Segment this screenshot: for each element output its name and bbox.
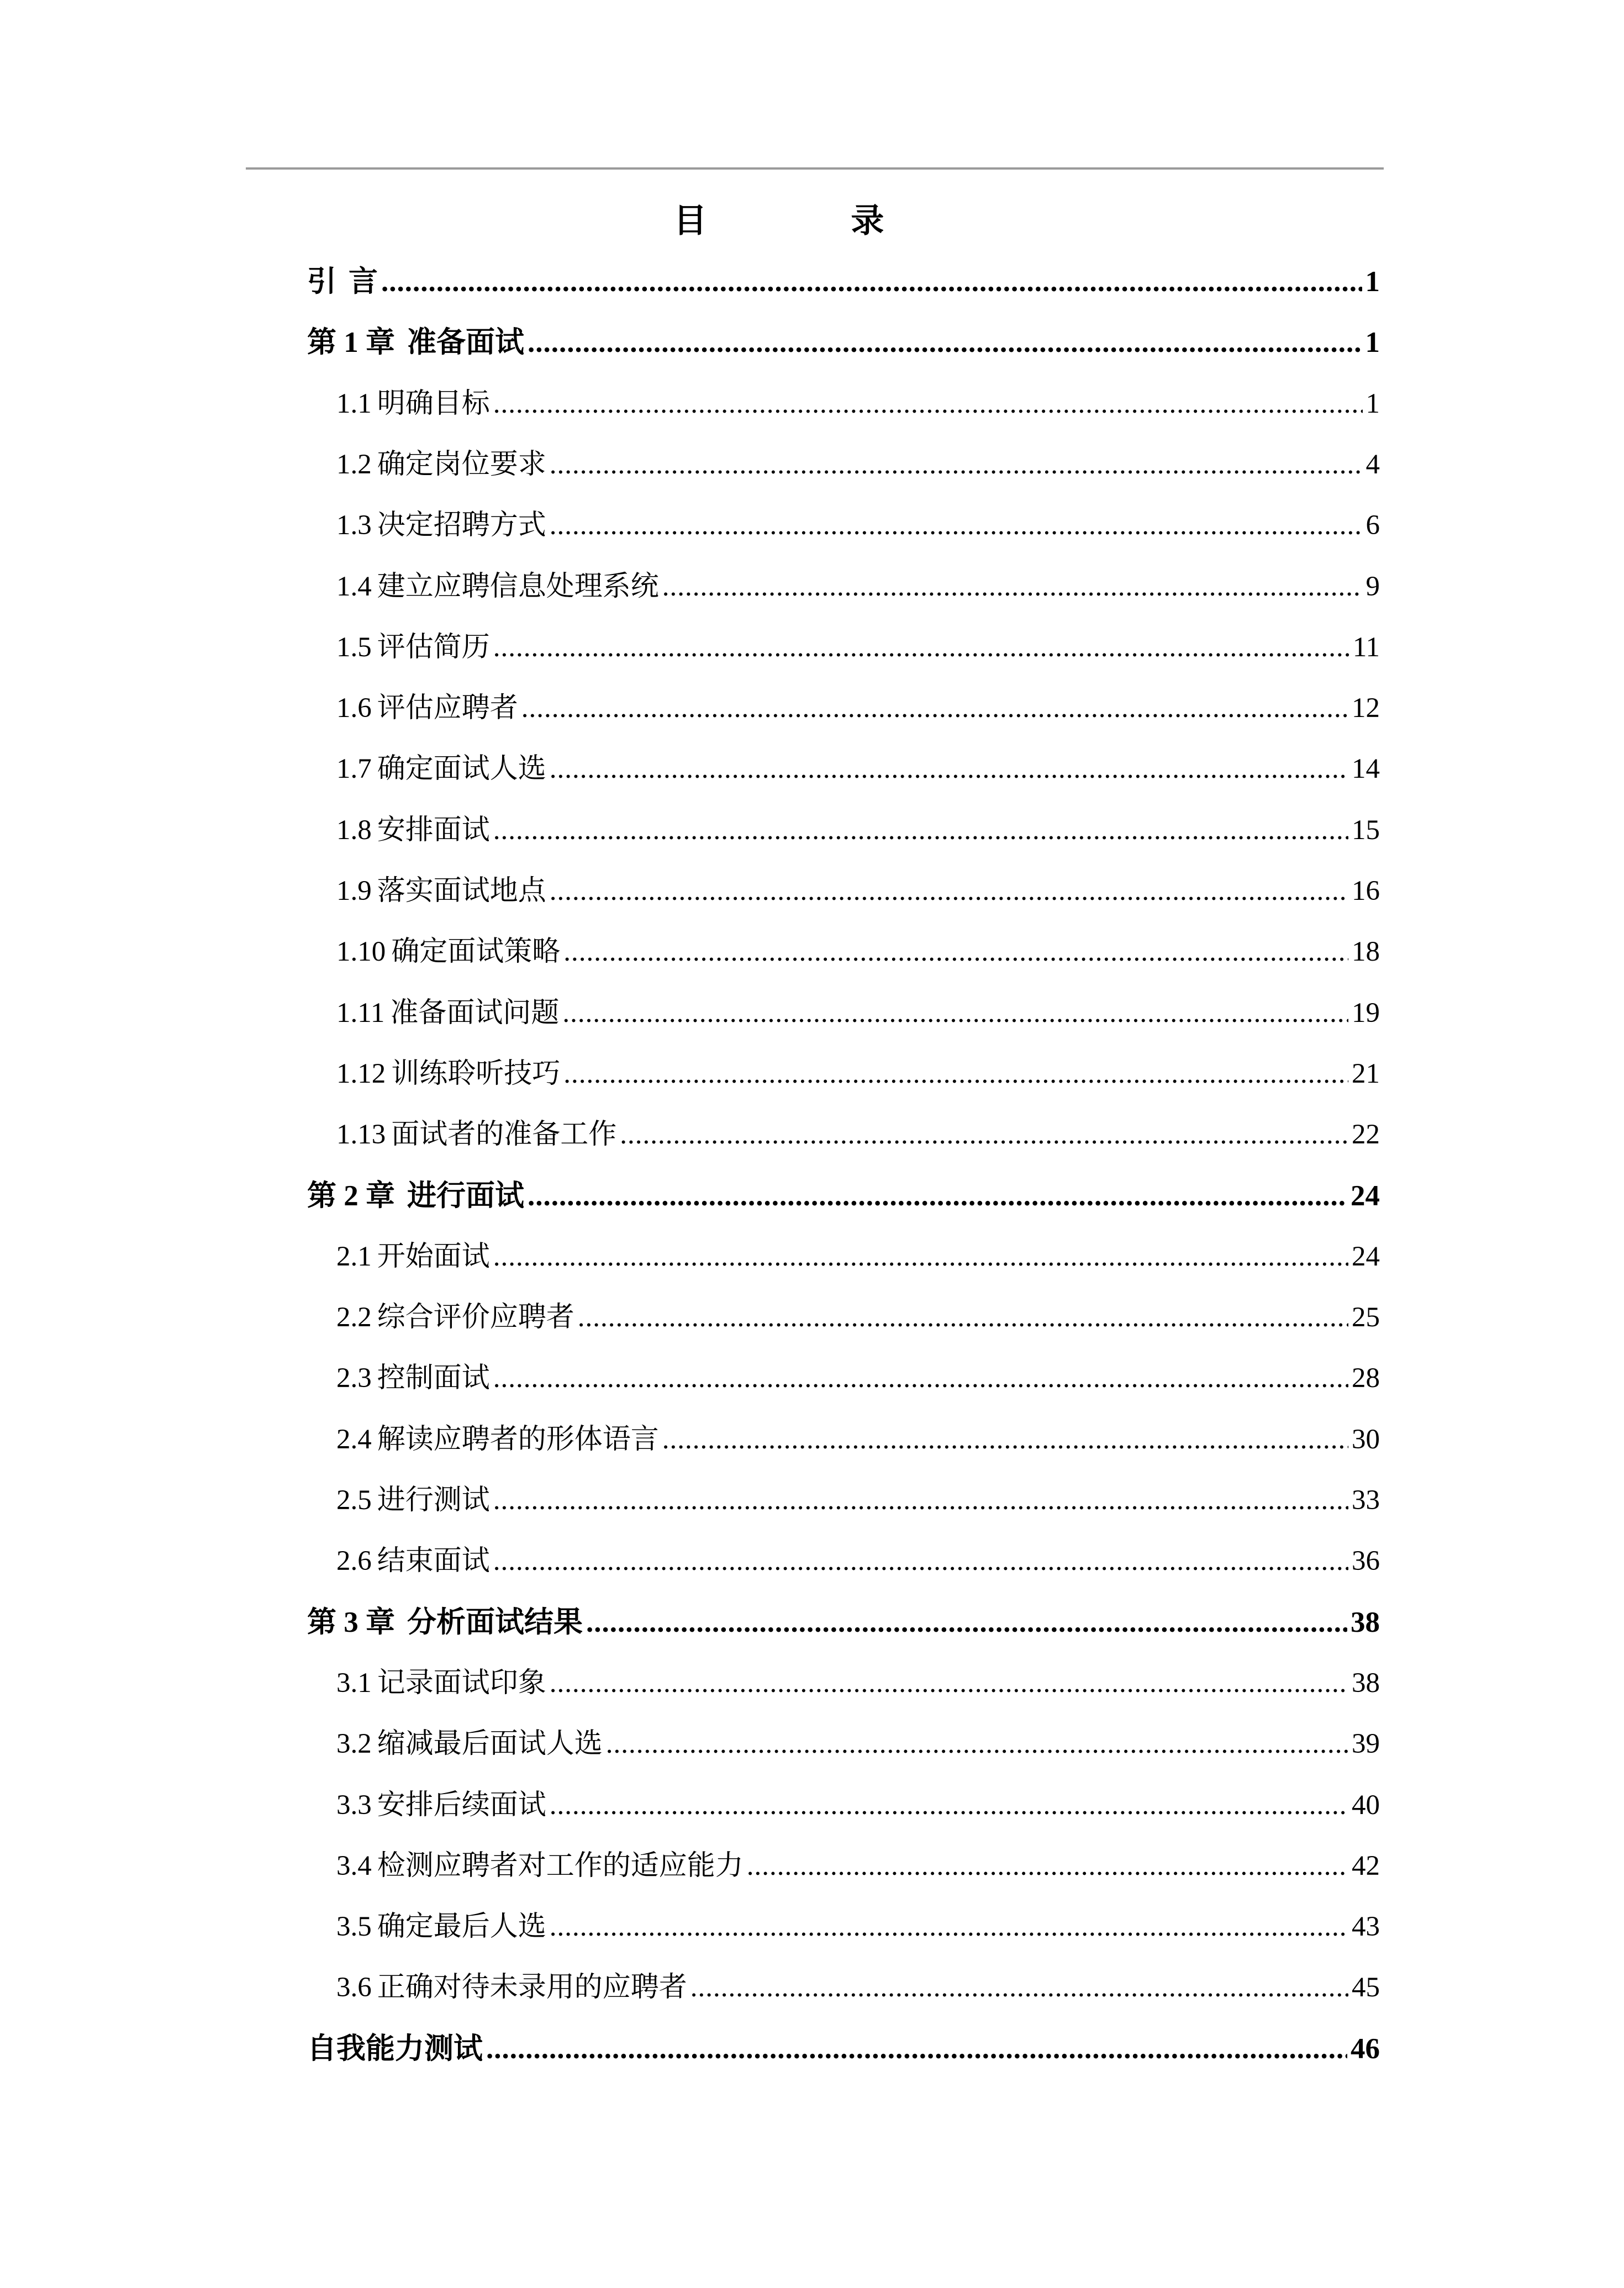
toc-entry-number: 2.3 <box>336 1363 372 1394</box>
toc-page-number: 38 <box>1352 1667 1380 1699</box>
toc-dot-leader <box>550 442 1363 487</box>
toc-dot-leader <box>578 1295 1348 1340</box>
toc-entry-label: 面试者的准备工作 <box>391 1118 617 1151</box>
toc-entry-label: 分析面试结果 <box>407 1605 583 1639</box>
toc-entry-label: 解读应聘者的形体语言 <box>377 1422 659 1456</box>
toc-page-number: 16 <box>1352 876 1380 906</box>
toc-entry-number: 1.5 <box>336 631 372 663</box>
toc-entry-number: 2.4 <box>336 1424 372 1455</box>
toc-section-entry[interactable] <box>336 808 1380 852</box>
toc-section-entry[interactable] <box>336 1722 1380 1766</box>
toc-dot-leader <box>493 625 1349 669</box>
toc-entry-number: 3.3 <box>336 1789 372 1821</box>
toc-chapter-entry[interactable] <box>307 1174 1380 1218</box>
toc-entry-number: 3.4 <box>336 1850 372 1881</box>
toc-entry-label: 安排后续面试 <box>377 1788 546 1821</box>
toc-entry-number: 1.1 <box>336 388 372 419</box>
toc-page-number: 30 <box>1352 1424 1380 1455</box>
toc-entry-number: 1.8 <box>336 814 372 846</box>
toc-dot-leader <box>550 869 1348 913</box>
toc-entry-number: 1.4 <box>336 571 372 602</box>
toc-entry-number: 1.13 <box>336 1119 386 1151</box>
toc-entry-number: 1.9 <box>336 876 372 906</box>
toc-entry-label: 记录面试印象 <box>377 1666 546 1699</box>
toc-page-number: 1 <box>1365 326 1380 359</box>
toc-entry-number: 2.1 <box>336 1241 372 1272</box>
toc-chapter-entry[interactable] <box>307 1600 1380 1644</box>
toc-dot-leader <box>528 1174 1347 1218</box>
toc-dot-leader <box>381 260 1362 304</box>
toc-entry-label: 建立应聘信息处理系统 <box>377 570 659 603</box>
toc-entry-number: 1.2 <box>336 449 372 480</box>
toc-entry-number: 第 1 章 <box>307 326 395 359</box>
toc-entry-number: 第 2 章 <box>307 1179 395 1212</box>
toc-section-entry[interactable] <box>336 930 1380 974</box>
toc-entry-number: 3.2 <box>336 1728 372 1760</box>
toc-page-number: 40 <box>1352 1789 1380 1821</box>
toc-page-number: 25 <box>1352 1302 1380 1333</box>
toc-entry-label: 确定面试人选 <box>377 752 546 785</box>
toc-chapter-entry[interactable] <box>307 320 1380 365</box>
toc-page-number: 18 <box>1352 936 1380 968</box>
toc-section-entry[interactable] <box>336 1113 1380 1157</box>
toc-entry-label: 确定最后人选 <box>377 1910 546 1943</box>
toc-page-number: 12 <box>1352 693 1380 724</box>
toc-entry-label: 开始面试 <box>377 1240 490 1273</box>
toc-section-entry[interactable] <box>336 565 1380 609</box>
toc-page-number: 28 <box>1352 1363 1380 1394</box>
toc-page-number: 14 <box>1352 753 1380 785</box>
toc-entry-number: 1.10 <box>336 936 386 968</box>
toc-dot-leader <box>493 382 1363 426</box>
toc-dot-leader <box>563 930 1348 974</box>
toc-section-entry[interactable] <box>336 1905 1380 1949</box>
toc-dot-leader <box>586 1600 1347 1644</box>
toc-entry-number: 2.5 <box>336 1485 372 1516</box>
toc-entry-label: 确定岗位要求 <box>377 447 546 481</box>
toc-page-number: 21 <box>1352 1058 1380 1089</box>
toc-section-entry[interactable] <box>336 625 1380 669</box>
toc-entry-number: 1.3 <box>336 510 372 541</box>
toc-section-entry[interactable] <box>336 382 1380 426</box>
toc-entry-label: 准备面试 <box>407 325 524 360</box>
toc-page-number: 1 <box>1365 266 1380 298</box>
toc-page-number: 11 <box>1352 631 1380 663</box>
toc-entry-label: 确定面试策略 <box>391 935 561 968</box>
toc-section-entry[interactable] <box>336 1478 1380 1522</box>
toc-entry-number: 2.2 <box>336 1302 372 1333</box>
toc-entry-label: 缩减最后面试人选 <box>377 1727 603 1760</box>
toc-dot-leader <box>493 1478 1348 1522</box>
toc-entry-number: 2.6 <box>336 1546 372 1577</box>
toc-page-number: 24 <box>1351 1179 1380 1212</box>
toc-entry-label: 评估简历 <box>377 630 490 663</box>
toc-entry-number: 第 3 章 <box>307 1606 395 1638</box>
toc-entry-label: 明确目标 <box>377 387 490 420</box>
toc-section-entry[interactable] <box>336 1661 1380 1705</box>
toc-entry-label: 进行测试 <box>377 1484 490 1516</box>
toc-entry-label: 自我能力测试 <box>307 2031 483 2065</box>
toc-title: 目 录 <box>673 202 951 240</box>
toc-dot-leader <box>550 1905 1348 1949</box>
toc-entry-label: 结束面试 <box>377 1544 490 1578</box>
toc-chapter-entry[interactable] <box>307 2027 1380 2071</box>
toc-section-entry[interactable] <box>336 869 1380 913</box>
toc-section-entry[interactable] <box>336 747 1380 791</box>
toc-dot-leader <box>662 565 1363 609</box>
toc-page-number: 36 <box>1352 1546 1380 1577</box>
toc-section-entry[interactable] <box>336 1844 1380 1888</box>
toc-entry-label: 言 <box>349 265 378 298</box>
toc-dot-leader <box>521 686 1348 730</box>
toc-page-number: 6 <box>1365 510 1380 541</box>
toc-entry-label: 正确对待未录用的应聘者 <box>377 1971 687 2004</box>
toc-entry-label: 控制面试 <box>377 1362 490 1395</box>
toc-entry-label: 安排面试 <box>377 813 490 846</box>
toc-dot-leader <box>550 1783 1348 1827</box>
toc-section-entry[interactable] <box>336 1295 1380 1340</box>
toc-page-number: 43 <box>1352 1911 1380 1943</box>
toc-entry-label: 决定招聘方式 <box>377 509 546 542</box>
toc-dot-leader <box>562 991 1348 1035</box>
toc-entry-number: 3.1 <box>336 1667 372 1699</box>
toc-section-entry[interactable] <box>336 1052 1380 1096</box>
toc-page-number: 39 <box>1352 1728 1380 1760</box>
toc-section-entry[interactable] <box>336 1356 1380 1400</box>
toc-page-number: 24 <box>1352 1241 1380 1272</box>
toc-entry-label: 综合评价应聘者 <box>377 1301 574 1334</box>
toc-section-entry[interactable] <box>336 503 1380 547</box>
toc-chapter-entry[interactable] <box>307 260 1380 304</box>
toc-entry-label: 落实面试地点 <box>377 874 546 907</box>
toc-page-number: 15 <box>1352 814 1380 846</box>
toc-page-number: 22 <box>1352 1119 1380 1151</box>
toc-section-entry[interactable] <box>336 1783 1380 1827</box>
toc-page-number: 1 <box>1365 388 1380 419</box>
toc-section-entry[interactable] <box>336 442 1380 487</box>
toc-entry-label: 训练聆听技巧 <box>391 1057 561 1090</box>
toc-entry-number: 3.6 <box>336 1972 372 2004</box>
toc-entry-number: 1.6 <box>336 693 372 724</box>
toc-section-entry[interactable] <box>336 1417 1380 1462</box>
toc-dot-leader <box>747 1844 1348 1888</box>
toc-page-number: 9 <box>1365 571 1380 602</box>
toc-entry-label: 准备面试问题 <box>390 996 560 1029</box>
toc-entry-label: 评估应聘者 <box>377 692 518 725</box>
toc-dot-leader <box>493 1235 1348 1279</box>
toc-dot-leader <box>493 1356 1348 1400</box>
toc-page-number: 46 <box>1351 2032 1380 2065</box>
toc-dot-leader <box>493 1539 1348 1583</box>
toc-dot-leader <box>563 1052 1348 1096</box>
toc-entry-number: 1.7 <box>336 753 372 785</box>
toc-section-entry[interactable] <box>336 1235 1380 1279</box>
toc-section-entry[interactable] <box>336 1965 1380 2010</box>
toc-dot-leader <box>662 1417 1348 1462</box>
toc-section-entry[interactable] <box>336 1539 1380 1583</box>
toc-dot-leader <box>550 747 1348 791</box>
toc-entry-label: 进行面试 <box>407 1178 524 1212</box>
toc-entry-number: 1.11 <box>336 997 385 1029</box>
toc-entry-number: 3.5 <box>336 1911 372 1943</box>
toc-section-entry[interactable] <box>336 991 1380 1035</box>
toc-dot-leader <box>528 320 1362 365</box>
toc-section-entry[interactable] <box>336 686 1380 730</box>
toc-entry-number: 1.12 <box>336 1058 386 1089</box>
toc-entry-number: 引 <box>307 266 336 298</box>
toc-dot-leader <box>690 1965 1348 2010</box>
toc-dot-leader <box>486 2027 1347 2071</box>
toc-page-number: 38 <box>1351 1606 1380 1638</box>
toc-page-number: 42 <box>1352 1850 1380 1881</box>
toc-dot-leader <box>550 1661 1348 1705</box>
toc-dot-leader <box>493 808 1348 852</box>
toc-dot-leader <box>606 1722 1348 1766</box>
toc-page-number: 45 <box>1352 1972 1380 2004</box>
toc-dot-leader <box>550 503 1363 547</box>
toc-entry-label: 检测应聘者对工作的适应能力 <box>377 1849 744 1882</box>
toc-page-number: 33 <box>1352 1485 1380 1516</box>
toc-dot-leader <box>620 1113 1348 1157</box>
toc-page-number: 19 <box>1352 997 1380 1029</box>
toc-page-number: 4 <box>1365 449 1380 480</box>
